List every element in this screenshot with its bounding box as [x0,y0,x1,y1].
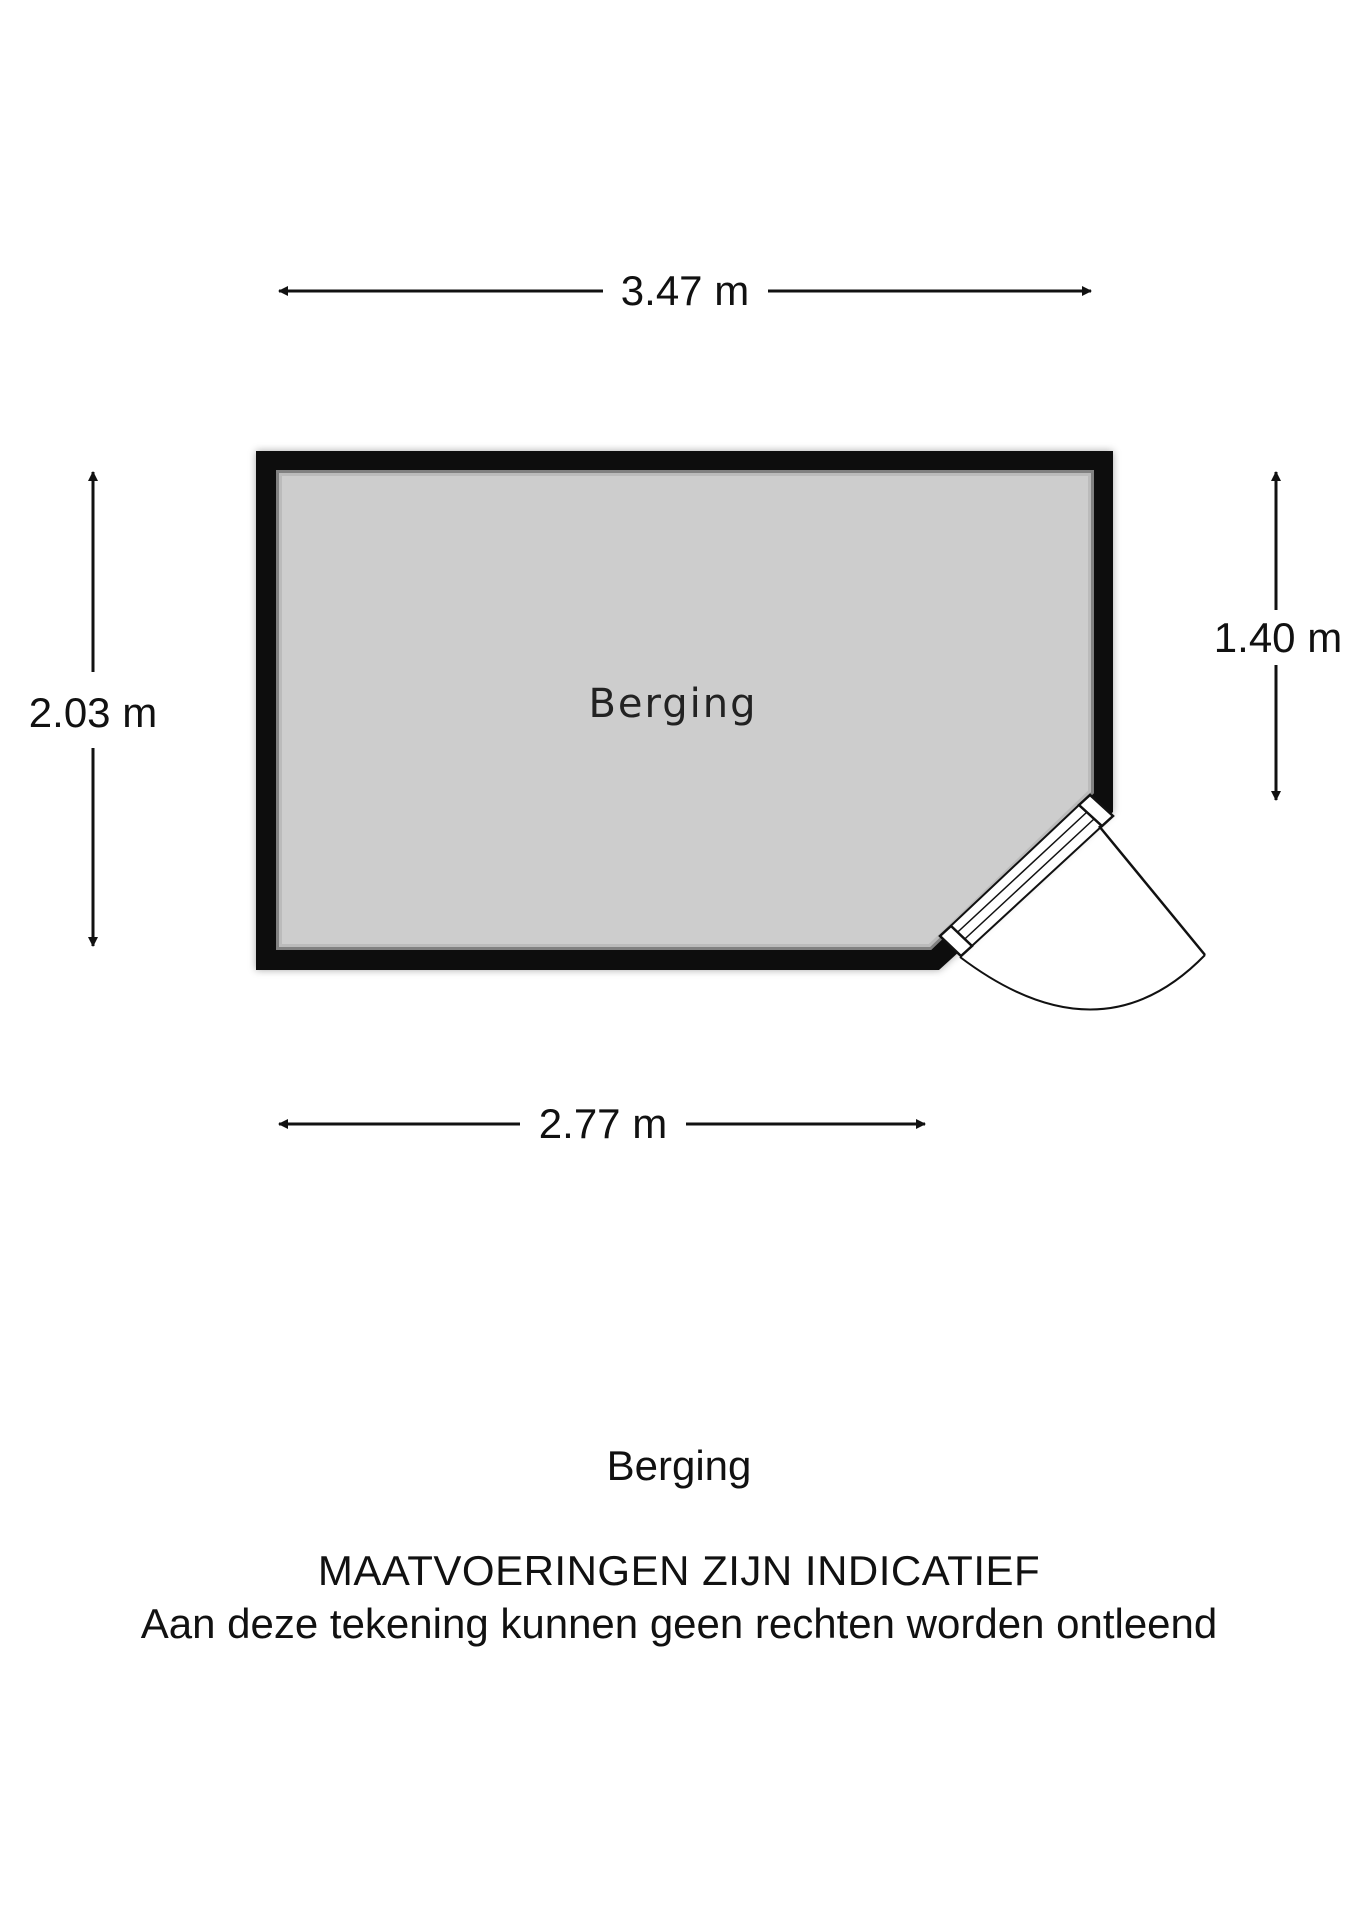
room-berging [256,451,1113,970]
dimension-right-label: 1.40 m [1213,614,1343,661]
dimension-bottom-label: 2.77 m [538,1100,668,1147]
dimension-top-label: 3.47 m [620,267,750,314]
caption-title: Berging [606,1442,752,1489]
dimension-bottom [279,1100,925,1147]
dimension-top [279,267,1091,314]
room-label: Berging [588,681,758,727]
caption-warning: MAATVOERINGEN ZIJN INDICATIEF [317,1547,1041,1594]
dimension-right [1214,472,1342,800]
door-swing-arc [960,955,1205,1010]
dimension-left-label: 2.03 m [28,689,158,736]
caption-disclaimer: Aan deze tekening kunnen geen rechten worden ontleend [140,1600,1218,1647]
dimension-left [29,472,157,946]
door-leaf [1099,826,1205,955]
